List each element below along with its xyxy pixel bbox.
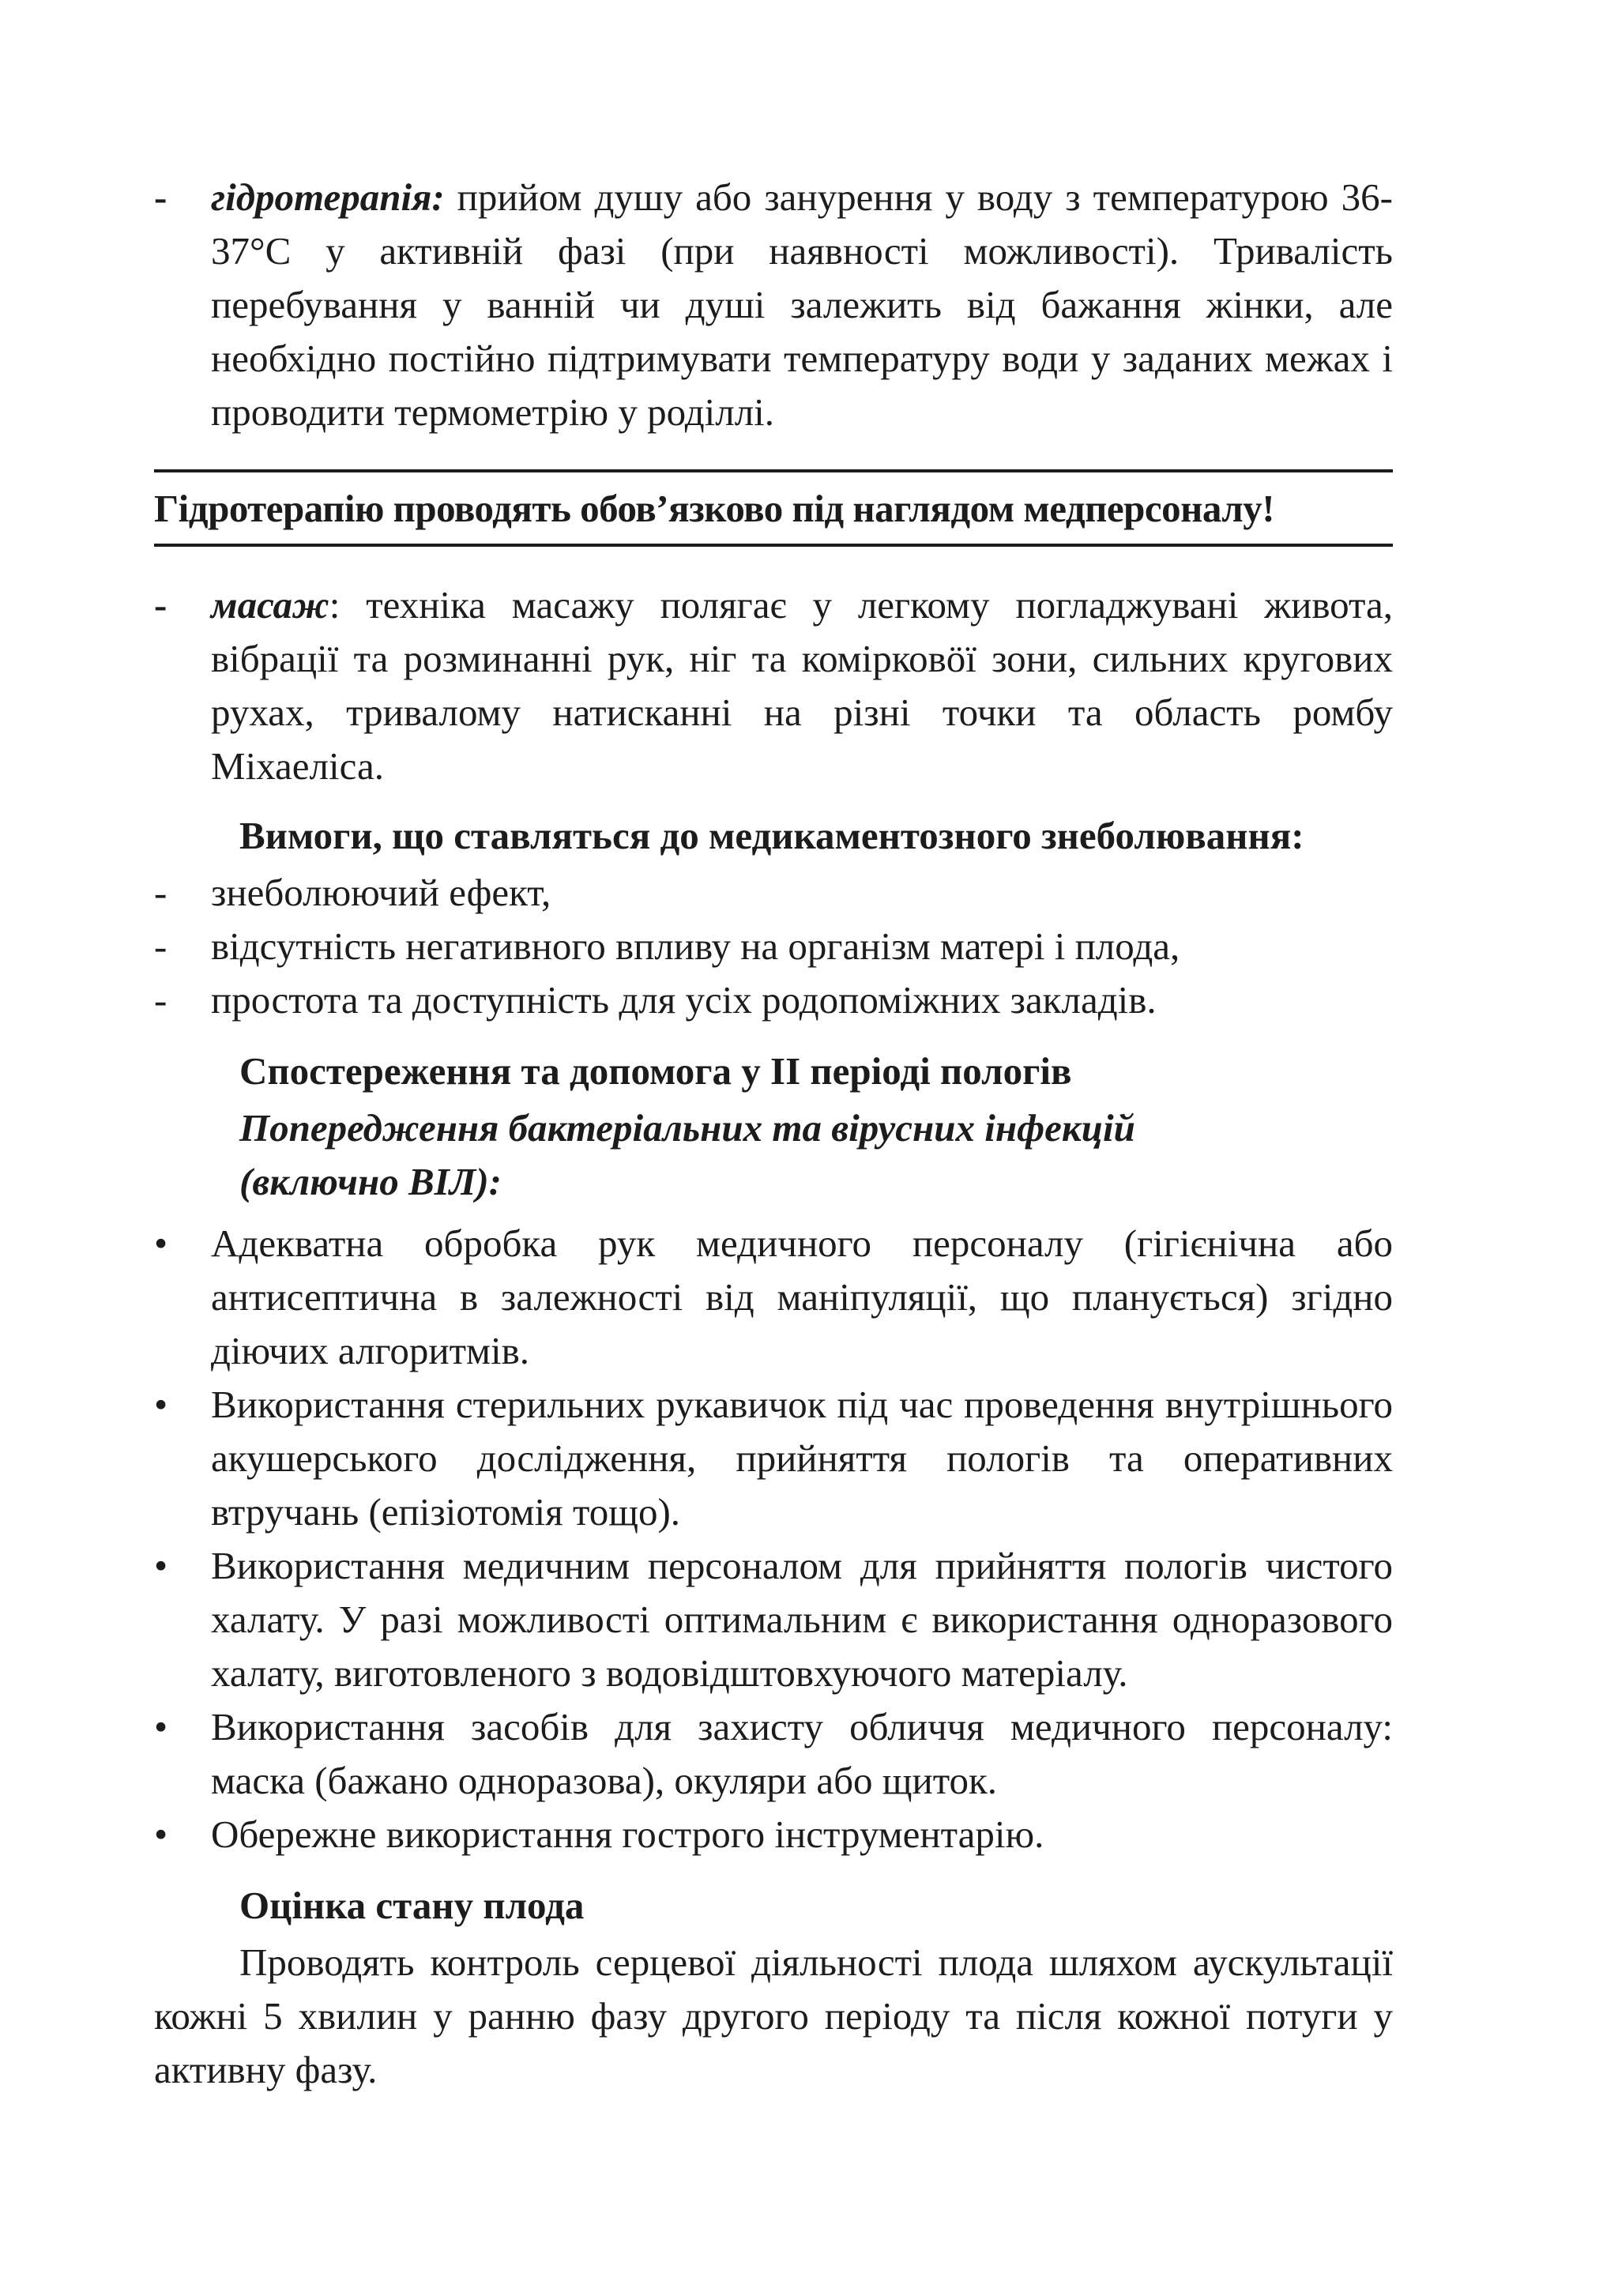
requirement-text: відсутність негативного впливу на організм матері і плода, (211, 924, 1180, 968)
bullet-text: Використання засобів для захисту обличчя медичного персоналу: маска (бажано одноразова), окуляри або щиток. (211, 1705, 1393, 1802)
bullet-text: Використання медичним персоналом для прийняття пологів чистого халату. У разі можливості оптимальним є використання одноразового халату, виготовленого з водовідштовхуючого матеріалу. (211, 1544, 1393, 1695)
dash-marker: - (154, 924, 167, 968)
dash-marker: - (154, 175, 167, 219)
term-hydrotherapy: гідротерапія: (211, 175, 445, 219)
requirement-text: знеболюючий ефект, (211, 871, 551, 914)
list-item-hydrotherapy (154, 171, 1393, 439)
list-item (154, 1539, 1393, 1700)
bullet-marker: • (154, 1812, 168, 1856)
second-period-heading: Спостереження та допомога у ІІ періоді пологів (239, 1049, 1072, 1093)
bullet-text: Використання стерильних рукавичок під час проведення внутрішнього акушерського дослідження, прийняття пологів та оперативних втручань (епізіотомія тощо). (211, 1383, 1393, 1534)
fetal-heading: Оцінка стану плода (239, 1884, 585, 1927)
requirement-text: простота та доступність для усіх родопоміжних закладів. (211, 978, 1157, 1022)
requirements-heading: Вимоги, що ставляться до медикаментозного знеболювання: (239, 814, 1304, 857)
infection-subheading: Попередження бактеріальних та вірусних інфекцій (239, 1106, 1135, 1150)
dash-marker: - (154, 978, 167, 1022)
list-item (154, 920, 1393, 973)
bullet-text: Адекватна обробка рук медичного персоналу (гігієнічна або антисептична в залежності від маніпуляції, що планується) згідно діючих алгоритмів. (211, 1221, 1393, 1372)
list-item (154, 973, 1393, 1027)
list-item (154, 866, 1393, 920)
hydrotherapy-text: прийом душу або занурення у воду з температурою 36-37°С у активній фазі (при наявності можливості). Тривалість перебування у ванній чи душі залежить від бажання жінки, але необхідно постійно підтримувати температуру води у заданих межах і проводити термометрію у роділлі. (211, 175, 1393, 434)
term-massage: масаж (211, 583, 329, 627)
dash-marker: - (154, 583, 167, 627)
list-item (154, 1808, 1393, 1861)
list-item (154, 1378, 1393, 1539)
list-item (154, 1700, 1393, 1808)
bullet-marker: • (154, 1383, 168, 1426)
list-item (154, 1217, 1393, 1378)
massage-text: : техніка масажу полягає у легкому погладжувані живота, вібрації та розминанні рук, ніг та комірковӧї зони, сильних кругових рухах, тривалому натисканні на різні точки та область ромбу Міхаеліса. (211, 583, 1393, 788)
infection-subheading-cont: (включно ВІЛ): (239, 1160, 502, 1203)
bullet-text: Обережне використання гострого інструментарію. (211, 1812, 1044, 1856)
bullet-marker: • (154, 1705, 168, 1748)
dash-marker: - (154, 871, 167, 914)
fetal-paragraph: Проводять контроль серцевої діяльності плода шляхом аускультації кожні 5 хвилин у ранню фазу другого періоду та після кожної потуги у активну фазу. (154, 1940, 1393, 2091)
page-content (154, 171, 1393, 2097)
bullet-marker: • (154, 1221, 168, 1265)
warning-banner: Гідротерапію проводять обов’язково під наглядом медперсоналу! (154, 469, 1393, 547)
list-item-massage (154, 578, 1393, 793)
bullet-marker: • (154, 1544, 168, 1587)
